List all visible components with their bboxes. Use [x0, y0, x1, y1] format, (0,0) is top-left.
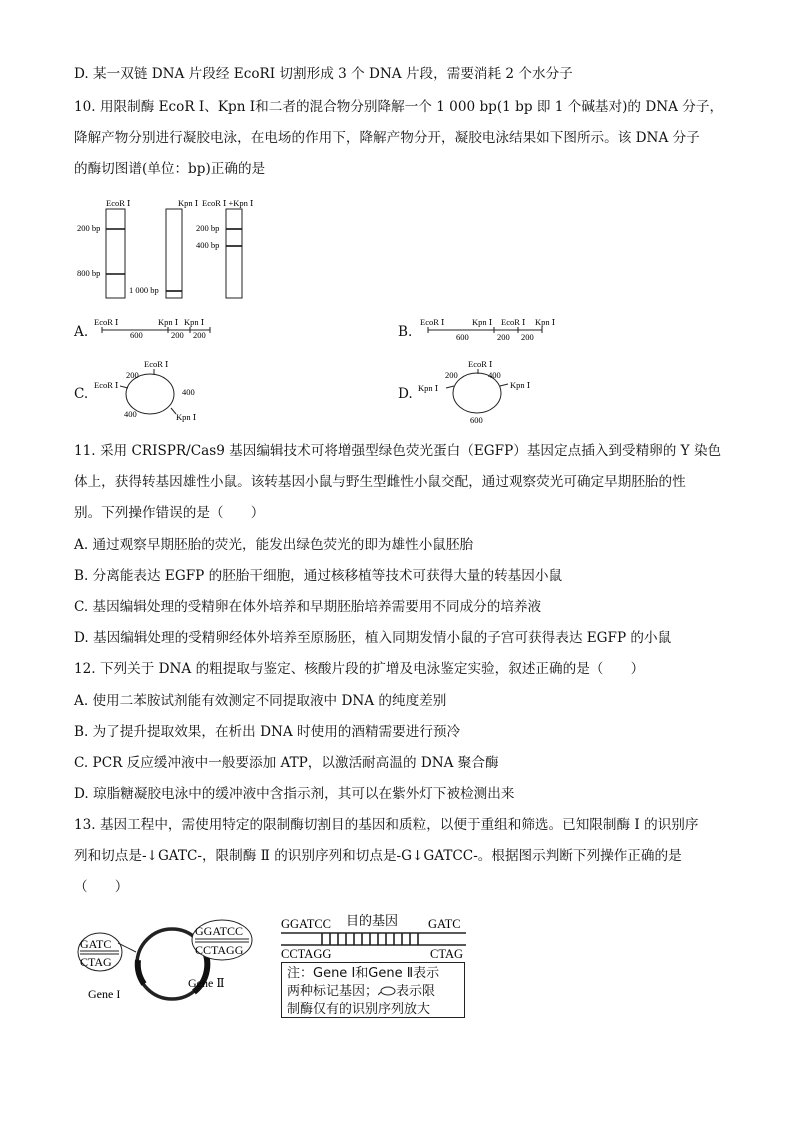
- q12-option-a: A. 使用二苯胺试剂能有效测定不同提取液中 DNA 的纯度差别: [74, 693, 447, 709]
- q11-stem-line2: 体上，获得转基因雄性小鼠。该转基因小鼠与野生型雌性小鼠交配，通过观察荧光可确定早期胚胎的性: [74, 474, 686, 490]
- gel-label-200: 200 bp: [77, 223, 101, 233]
- insert-title: 目的基因: [346, 913, 399, 928]
- cctagg-bottom: CCTAGG: [195, 943, 244, 957]
- gel-electrophoresis-figure: [74, 196, 284, 302]
- gel-lane2-title: Kpn Ⅰ: [178, 198, 199, 208]
- gatc-top: GATC: [80, 937, 112, 951]
- plasmid-figure: [74, 912, 274, 1012]
- seg-length: 200: [193, 330, 206, 340]
- q10-stem-line2: 降解产物分别进行凝胶电泳，在电场的作用下，降解产物分开，凝胶电泳结果如下图所示。该 DNA 分子: [74, 130, 700, 146]
- note-line2-b: 表示限: [396, 984, 436, 999]
- insert-left-bottom: CCTAGG: [281, 947, 332, 961]
- seg-length: 200: [497, 332, 510, 342]
- gel-lane2: [166, 209, 182, 298]
- site-label: EcoR Ⅰ: [144, 359, 169, 369]
- site-label: Kpn Ⅰ: [184, 317, 205, 327]
- q12-option-c: C. PCR 反应缓冲液中一般要添加 ATP，以激活耐高温的 DNA 聚合酶: [74, 755, 499, 771]
- site-label: EcoR Ⅰ: [94, 380, 119, 390]
- site-label: Kpn Ⅰ: [472, 317, 493, 327]
- site-label: EcoR Ⅰ: [94, 317, 119, 327]
- q12-option-d: D. 琼脂糖凝胶电泳中的缓冲液中含指示剂，其可以在紫外灯下被检测出来: [74, 786, 515, 802]
- gel-label-800: 800 bp: [77, 268, 101, 278]
- q13-stem-line1: 13. 基因工程中，需使用特定的限制酶切割目的基因和质粒，以便于重组和筛选。已知限制酶 I 的识别序: [74, 817, 699, 833]
- insert-left-top: GGATCC: [281, 917, 332, 931]
- gel-lane1-title: EcoR Ⅰ: [106, 198, 131, 208]
- site-label: Kpn Ⅰ: [510, 380, 531, 390]
- q10-option-c-map: [92, 357, 212, 427]
- seg-length: 400: [182, 387, 195, 397]
- gene-ii-label: Gene Ⅱ: [188, 976, 225, 990]
- note-line3: 制酶仅有的识别序列放大: [287, 1002, 431, 1017]
- plasmid-circle: [126, 374, 174, 414]
- q12-option-b: B. 为了提升提取效果，在析出 DNA 时使用的酒精需要进行预冷: [74, 724, 461, 740]
- seg-length: 200: [126, 370, 139, 380]
- q11-option-a: A. 通过观察早期胚胎的荧光，能发出绿色荧光的即为雄性小鼠胚胎: [74, 537, 474, 553]
- site-label: EcoR Ⅰ: [501, 317, 526, 327]
- site-label: Kpn Ⅰ: [176, 412, 197, 422]
- insert-right-top: GATC: [428, 917, 461, 931]
- note-line2: [287, 983, 459, 1001]
- base-pairs: [322, 933, 418, 945]
- q11-option-d: D. 基因编辑处理的受精卵经体外培养至原肠胚，植入同期发情小鼠的子宫可获得表达 EGFP 的小鼠: [74, 630, 672, 646]
- site-label: Kpn Ⅰ: [158, 317, 179, 327]
- seg-length: 400: [488, 370, 501, 380]
- q10-option-b-map: [418, 316, 568, 346]
- gel-label-400: 400 bp: [196, 240, 220, 250]
- q11-stem-line3: 别。下列操作错误的是（ ）: [74, 505, 265, 521]
- note-line1: 注：Gene I和Gene Ⅱ表示: [287, 966, 440, 981]
- q10-option-d-map: [416, 357, 546, 427]
- seg-length: 600: [470, 415, 483, 425]
- site-label: Kpn Ⅰ: [535, 317, 556, 327]
- magnify-bubble-icon: [378, 986, 396, 996]
- seg-length: 600: [130, 330, 143, 340]
- q10-option-a-map: [92, 316, 222, 346]
- gel-lane1: [106, 209, 125, 298]
- site-label: Kpn Ⅰ: [418, 383, 439, 393]
- q11-option-c: C. 基因编辑处理的受精卵在体外培养和早期胚胎培养需要用不同成分的培养液: [74, 599, 542, 615]
- gel-label-200b: 200 bp: [196, 223, 220, 233]
- figure-note: [281, 962, 465, 1018]
- note-line2-a: 两种标记基因；: [287, 984, 379, 999]
- ggatcc-top: GGATCC: [195, 924, 244, 938]
- seg-length: 600: [456, 332, 469, 342]
- q10-option-a-letter: A.: [74, 324, 89, 340]
- q10-option-c-letter: C.: [74, 386, 89, 402]
- ctag-bottom: CTAG: [80, 955, 112, 969]
- gel-label-1000: 1 000 bp: [129, 285, 159, 295]
- q11-option-b: B. 分离能表达 EGFP 的胚胎干细胞，通过核移植等技术可获得大量的转基因小鼠: [74, 568, 563, 584]
- site-label: EcoR Ⅰ: [420, 317, 445, 327]
- seg-length: 200: [521, 332, 534, 342]
- seg-length: 400: [124, 409, 137, 419]
- target-gene-figure: [278, 912, 472, 962]
- q12-stem: 12. 下列关于 DNA 的粗提取与鉴定、核酸片段的扩增及电泳鉴定实验，叙述正确的是（ ）: [74, 661, 645, 677]
- q10-stem-line3: 的酶切图谱(单位：bp)正确的是: [74, 161, 266, 177]
- insert-right-bottom: CTAG: [430, 947, 464, 961]
- q9-option-d: D. 某一双链 DNA 片段经 EcoRI 切割形成 3 个 DNA 片段，需要消耗 2 个水分子: [74, 66, 573, 82]
- gene-i-label: Gene I: [88, 987, 121, 1001]
- q10-option-d-letter: D.: [398, 386, 413, 402]
- seg-length: 200: [445, 370, 458, 380]
- q13-stem-line3: （ ）: [74, 879, 129, 895]
- q10-option-b-letter: B.: [398, 324, 413, 340]
- q11-stem-line1: 11. 采用 CRISPR/Cas9 基因编辑技术可将增强型绿色荧光蛋白（EGFP）基因定点插入到受精卵的 Y 染色: [74, 443, 722, 459]
- site-label: EcoR Ⅰ: [468, 359, 493, 369]
- gel-lane3-title: EcoR Ⅰ +Kpn Ⅰ: [202, 198, 254, 208]
- seg-length: 200: [171, 330, 184, 340]
- q10-stem-line1: 10. 用限制酶 EcoR Ⅰ、Kpn Ⅰ和二者的混合物分别降解一个 1 000 bp(1 bp 即 1 个碱基对)的 DNA 分子，: [74, 99, 724, 115]
- gel-lane3: [226, 209, 242, 298]
- q13-stem-line2: 列和切点是-↓GATC-，限制酶 Ⅱ 的识别序列和切点是-G↓GATCC-。根据图示判断下列操作正确的是: [74, 848, 682, 864]
